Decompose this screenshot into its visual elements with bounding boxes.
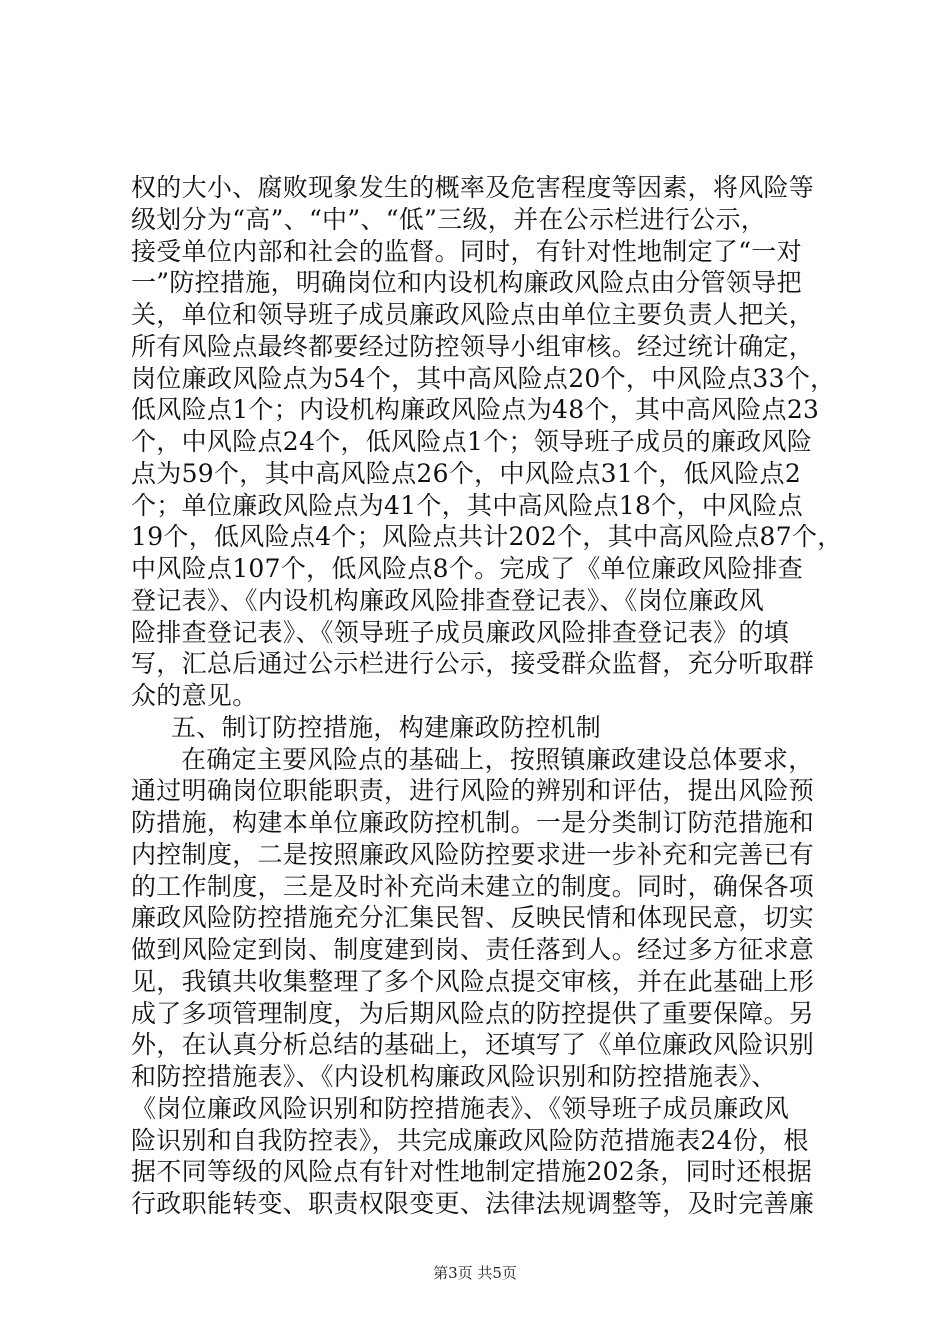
text-line: 点为59个，其中高风险点26个，中风险点31个，低风险点2 <box>131 458 802 488</box>
text-line: 做到风险定到岗、制度建到岗、责任落到人。经过多方征求意 <box>131 935 815 964</box>
text-line: 见，我镇共收集整理了多个风险点提交审核，并在此基础上形 <box>131 966 815 996</box>
text-line: 个；单位廉政风险点为41个，其中高风险点18个，中风险点 <box>131 490 804 520</box>
text-line: 外，在认真分析总结的基础上，还填写了《单位廉政风险识别 <box>131 1030 815 1060</box>
text-line: 内控制度，二是按照廉政风险防控要求进一步补充和完善已有 <box>131 839 815 869</box>
text-line: 权的大小、腐败现象发生的概率及危害程度等因素，将风险等 <box>131 173 815 202</box>
text-line: 所有风险点最终都要经过防控领导小组审核。经过统计确定， <box>131 331 815 361</box>
text-line: 低风险点1个；内设机构廉政风险点为48个，其中高风险点23 <box>131 395 820 425</box>
text-line: 廉政风险防控措施充分汇集民智、反映民情和体现民意，切实 <box>131 903 815 933</box>
body-text <box>131 172 843 1220</box>
text-line: 众的意见。 <box>131 681 258 710</box>
text-line: 关，单位和领导班子成员廉政风险点由单位主要负责人把关， <box>131 300 815 329</box>
text-line: 成了多项管理制度，为后期风险点的防控提供了重要保障。另 <box>131 998 815 1028</box>
text-line: 19个，低风险点4个；风险点共计202个，其中高风险点87个， <box>131 522 843 552</box>
text-line: 一”防控措施，明确岗位和内设机构廉政风险点由分管领导把 <box>131 268 802 298</box>
page-footer: 第3页 共5页 <box>433 1264 517 1282</box>
text-line: 的工作制度，三是及时补充尚未建立的制度。同时，确保各项 <box>131 871 815 901</box>
text-line: 个，中风险点24个，低风险点1个；领导班子成员的廉政风险 <box>131 427 813 456</box>
text-line: 写，汇总后通过公示栏进行公示，接受群众监督，充分听取群 <box>131 649 815 679</box>
text-line: 防措施，构建本单位廉政防控机制。一是分类制订防范措施和 <box>131 808 815 837</box>
paragraph-start: 在确定主要风险点的基础上，按照镇廉政建设总体要求， <box>181 744 814 774</box>
text-line: 行政职能转变、职责权限变更、法律法规调整等，及时完善廉 <box>131 1189 815 1218</box>
text-line: 《岗位廉政风险识别和防控措施表》、《领导班子成员廉政风 <box>131 1093 790 1123</box>
text-line: 级划分为“高”、“中”、“低”三级，并在公示栏进行公示， <box>131 204 767 234</box>
text-line: 接受单位内部和社会的监督。同时，有针对性地制定了“一对 <box>131 236 802 266</box>
text-line: 岗位廉政风险点为54个，其中高风险点20个，中风险点33个， <box>131 363 836 393</box>
text-line: 中风险点107个，低风险点8个。完成了《单位廉政风险排查 <box>131 554 804 583</box>
section-heading: 五、制订防控措施，构建廉政防控机制 <box>171 712 602 742</box>
text-line: 险识别和自我防控表》，共完成廉政风险防范措施表24份，根 <box>131 1125 809 1155</box>
text-line: 通过明确岗位职能职责，进行风险的辨别和评估，提出风险预 <box>131 776 815 806</box>
text-line: 据不同等级的风险点有针对性地制定措施202条，同时还根据 <box>131 1157 813 1187</box>
text-line: 险排查登记表》、《领导班子成员廉政风险排查登记表》的填 <box>131 617 790 647</box>
text-line: 登记表》、《内设机构廉政风险排查登记表》、《岗位廉政风 <box>131 585 765 615</box>
text-line: 和防控措施表》、《内设机构廉政风险识别和防控措施表》、 <box>131 1062 777 1091</box>
